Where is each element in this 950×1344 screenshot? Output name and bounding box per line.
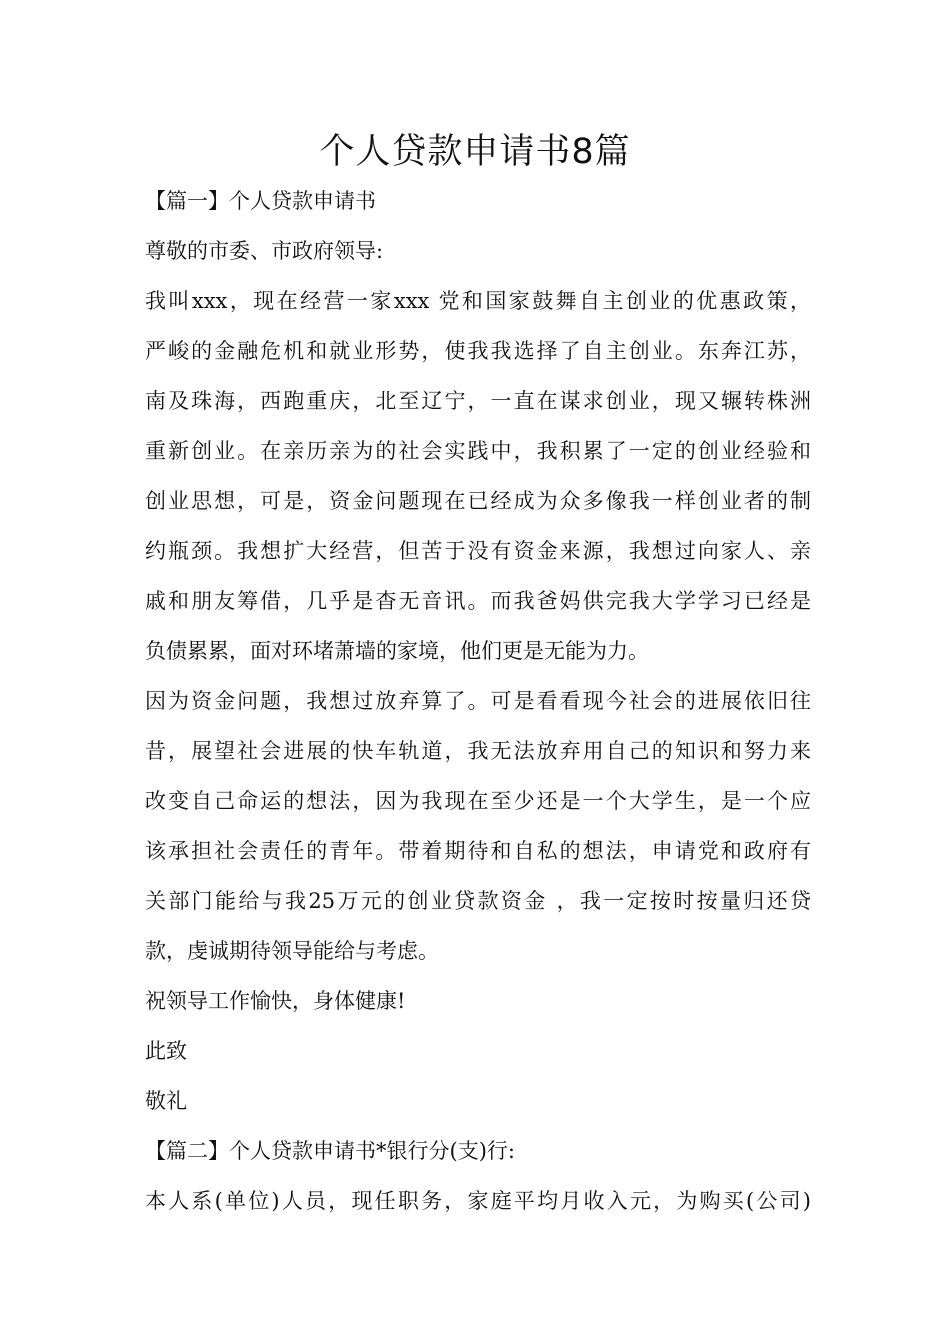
- body-line: 关部门能给与我25万元的创业贷款资金 ，我一定按时按量归还贷: [145, 889, 811, 913]
- closing-jingli: 敬礼: [145, 1089, 187, 1113]
- body-line: 昔，展望社会进展的快车轨道，我无法放弃用自己的知识和努力来: [145, 739, 811, 763]
- closing-wish: 祝领导工作愉快，身体健康!: [145, 989, 406, 1013]
- body-line: 南及珠海，西跑重庆，北至辽宁，一直在谋求创业，现又辗转株洲: [145, 389, 811, 413]
- body-line: 因为资金问题，我想过放弃算了。可是看看现今社会的进展依旧往: [145, 689, 811, 713]
- section-heading-1: 【篇一】个人贷款申请书: [145, 189, 376, 213]
- section-heading-2: 【篇二】个人贷款申请书*银行分(支)行:: [145, 1139, 515, 1163]
- body-line: 重新创业。在亲历亲为的社会实践中，我积累了一定的创业经验和: [145, 439, 811, 463]
- body-line: 负债累累，面对环堵萧墙的家境，他们更是无能为力。: [145, 639, 649, 663]
- closing-cizhi: 此致: [145, 1039, 187, 1063]
- document-title: 个人贷款申请书8篇: [319, 132, 631, 172]
- body-line: 款，虔诚期待领导能给与考虑。: [145, 939, 439, 963]
- body-line: 约瓶颈。我想扩大经营，但苦于没有资金来源，我想过向家人、亲: [145, 539, 811, 563]
- body-line: 戚和朋友筹借，几乎是杳无音讯。而我爸妈供完我大学学习已经是: [145, 589, 811, 613]
- body-line: 改变自己命运的想法，因为我现在至少还是一个大学生，是一个应: [145, 789, 811, 813]
- body-line: 创业思想，可是，资金问题现在已经成为众多像我一样创业者的制: [145, 489, 811, 513]
- body-line: 我叫xxx，现在经营一家xxx 党和国家鼓舞自主创业的优惠政策，: [145, 289, 811, 313]
- body-line: 本人系(单位)人员，现任职务，家庭平均月收入元，为购买(公司): [145, 1189, 811, 1213]
- salutation: 尊敬的市委、市政府领导:: [145, 239, 384, 263]
- document-body: [145, 176, 811, 1226]
- body-line: 该承担社会责任的青年。带着期待和自私的想法，申请党和政府有: [145, 839, 811, 863]
- body-line: 严峻的金融危机和就业形势，使我我选择了自主创业。东奔江苏，: [145, 339, 811, 363]
